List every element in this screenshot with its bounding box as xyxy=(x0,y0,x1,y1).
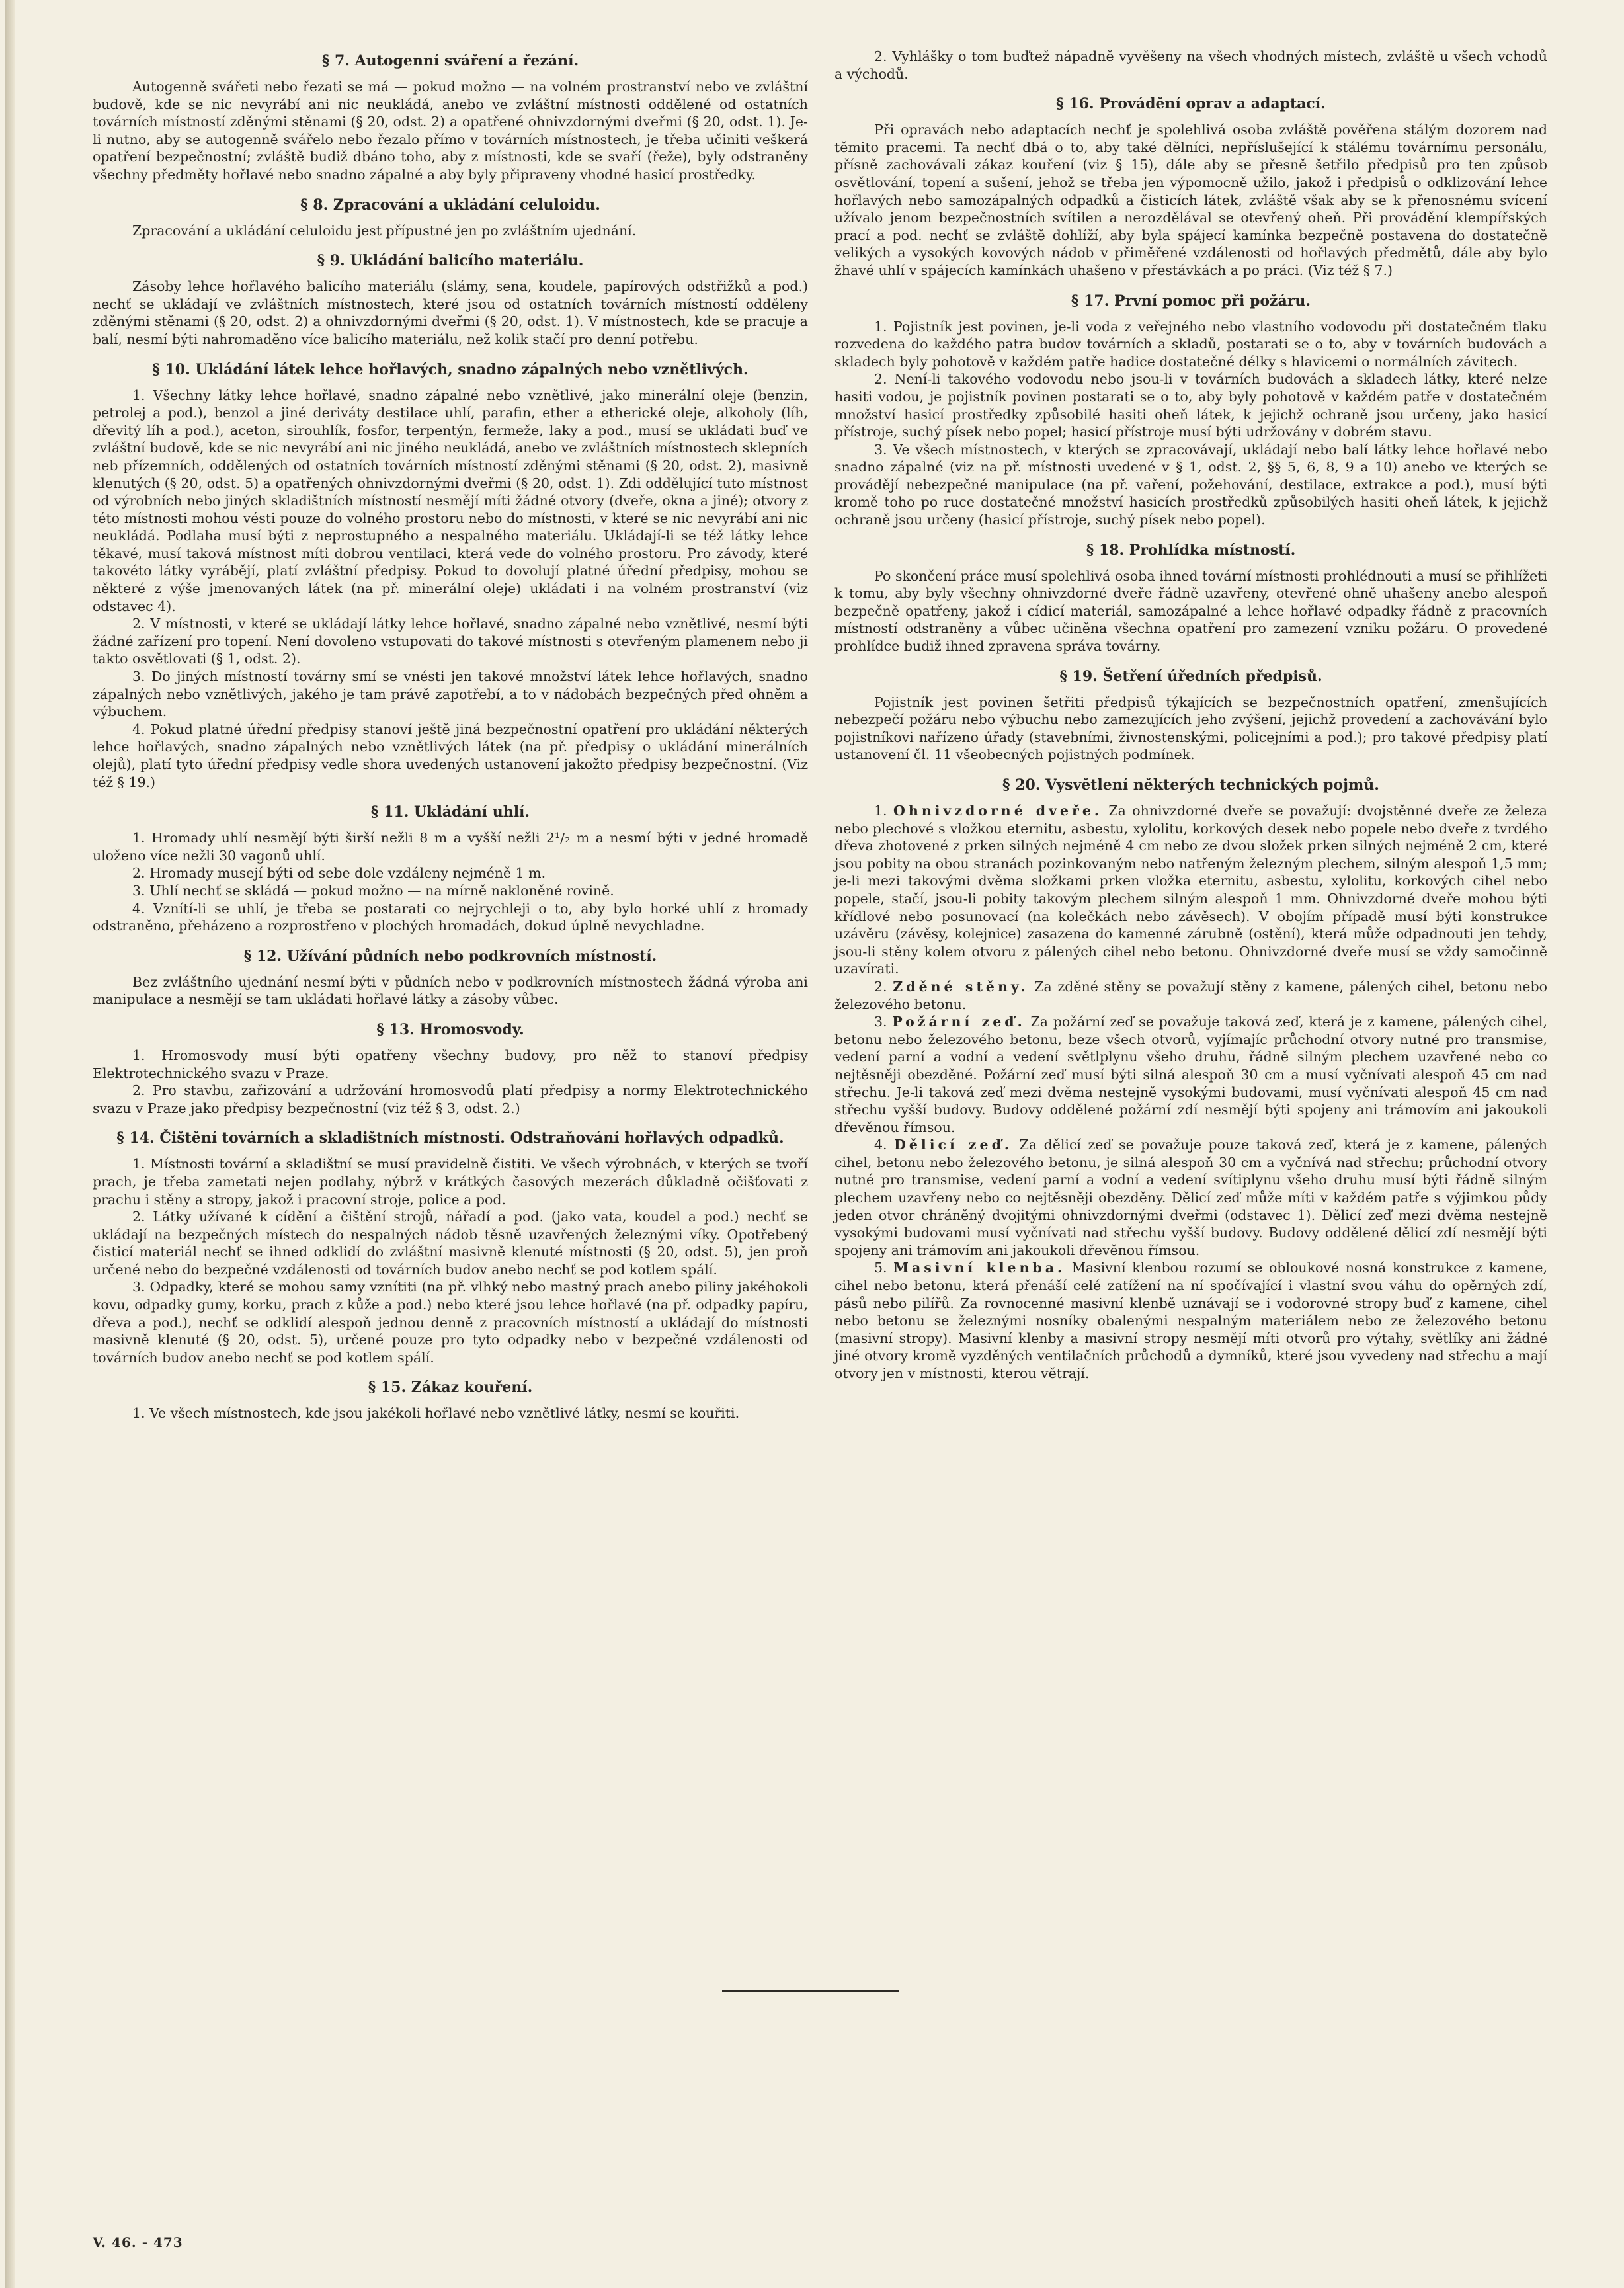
section xyxy=(834,48,1547,83)
section-heading: § 19. Šetření úředních předpisů. xyxy=(1059,667,1322,685)
section xyxy=(93,1378,808,1422)
definition-paragraph xyxy=(834,1136,1547,1259)
section xyxy=(93,803,808,935)
paragraph: 3. Odpadky, které se mohou samy vznítiti (na př. vlhký nebo mastný prach anebo piliny jakéhokoli kovu, odpadky gumy, korku, prach z kůže a pod.) nebo které jsou lehce hořlavé (na př. odpadky papíru, dřeva a pod.), nechť se odklidí alespoň jednou denně z pracovních místností a ukládají do místnosti masivně klenuté (§ 20, odst. 5), určené pouze pro tyto odpadky nebo v bezpečné vzdálenosti od továrních budov anebo nechť se pod kotlem spálí. xyxy=(93,1279,808,1366)
section xyxy=(93,947,808,1008)
definition-text: Masivní klenbou rozumí se obloukové nosná konstrukce z kamene, cihel nebo betonu, která přenáší celé zatížení na ní spočívající i vlastní svou váhu do opěrných zdí, pásů nebo pilířů. Za rovnocenné masivní klenbě uznávají se i vodorovné stropy buď z kamene, cihel nebo betonu se železnými nosníky obalenými nespalným materiálem nebo ze železového betonu (masivní stropy). Masivní klenby a masivní stropy nesmějí míti otvorů pro výtahy, světlíky ani žádné jiné otvory kromě vyzděných ventilačních průchodů a dymníků, které jsou vyvedeny nad střechu a mají otvory jen v místnosti, kterou větrají. xyxy=(834,1260,1547,1381)
paragraph: 1. Ve všech místnostech, kde jsou jakékoli hořlavé nebo vznětlivé látky, nesmí se kouřiti. xyxy=(132,1405,740,1422)
section-heading: § 18. Prohlídka místností. xyxy=(1086,541,1296,559)
definition-number: 2. xyxy=(874,978,887,995)
section-heading: § 12. Užívání půdních nebo podkrovních místností. xyxy=(243,947,657,965)
paragraph: 4. Vznítí-li se uhlí, je třeba se postarati co nejrychleji o to, aby bylo horké uhlí z hromady odstraněno, přeházeno a rozprostřeno v plochých hromadách, dokud úplně nevychladne. xyxy=(93,900,808,934)
definition-paragraph xyxy=(834,1013,1547,1136)
definition-number: 4. xyxy=(874,1137,887,1153)
section-heading: § 13. Hromosvody. xyxy=(376,1020,524,1038)
paragraph: 2. V místnosti, v které se ukládají látky lehce hořlavé, snadno zápalné nebo vznětlivé, nesmí býti žádné zařízení pro topení. Není dovoleno vstupovati do takové místnosti s otevřeným plamenem nebo ji takto osvětlovati (§ 1, odst. 2). xyxy=(93,616,808,667)
paragraph: Pojistník jest povinen šetřiti předpisů týkajících se bezpečnostních opatření, zmenšujících nebezpečí požáru nebo výbuchu nebo zamezujících jeho zvýšení, jejichž provedení a zachovávání bylo pojistníkovi nařízeno úřady (stavebními, živnostenskými, policejními a pod.); pro takové předpisy platí ustanovení čl. 11 všeobecných pojistných podmínek. xyxy=(834,694,1547,763)
paragraph: Zásoby lehce hořlavého balicího materiálu (slámy, sena, koudele, papírových odstřižků a pod.) nechť se ukládají ve zvláštních místnostech, které jsou od ostatních továrních místností odděleny zděnými stěnami (§ 20, odst. 2) a ohnivzdornými dveřmi (§ 20, odst. 1). V místnostech, kde se pracuje a balí, nesmí býti nahromaděno více balicího materiálu, než kolik stačí pro denní potřebu. xyxy=(93,278,808,347)
section xyxy=(93,1020,808,1117)
section-heading: § 10. Ukládání látek lehce hořlavých, snadno zápalných nebo vznětlivých. xyxy=(152,360,749,378)
paragraph: 3. Do jiných místností továrny smí se vnésti jen takové množství látek lehce hořlavých, snadno zápalných nebo vznětlivých, jakého je tam právě zapotřebí, a to v nádobách bezpečných před ohněm a výbuchem. xyxy=(93,669,808,720)
paragraph: Zpracování a ukládání celuloidu jest přípustné jen po zvláštním ujednání. xyxy=(132,222,637,239)
definition-number: 3. xyxy=(874,1014,887,1030)
definition-number: 5. xyxy=(874,1260,887,1276)
paragraph: 2. Látky užívané k cídění a čištění strojů, nářadí a pod. (jako vata, koudel a pod.) nechť se ukládají na bezpečných místech do nespalných nádob těsně uzavřených železnými víky. Opotřebený čisticí materiál nechť se ihned odklidí do zvláštní masivně klenuté místnosti (§ 20, odst. 5), jen proň určené nebo do bezpečné vzdálenosti od továrních budov anebo nechť se pod kotlem spálí. xyxy=(93,1209,808,1278)
page-edge xyxy=(5,0,15,2288)
paragraph: 2. Není-li takového vodovodu nebo jsou-li v továrních budovách a skladech látky, které nelze hasiti vodou, je pojistník povinen postarati se o to, aby byly pohotově v každém patře v dostatečném množství hasicí prostředky způsobilé hasiti oheň látek, k jejichž ochraně jsou určeny, jako hasicí přístroje, suchý písek nebo popel; hasicí přístroje musí býti udržovány v dobrém stavu. xyxy=(834,371,1547,440)
paragraph: Po skončení práce musí spolehlivá osoba ihned tovární místnosti prohlédnouti a musí se přihlížeti k tomu, aby byly všechny ohnivzdorné dveře řádně uzavřeny, otevřené ohně uhašeny anebo alespoň bezpečně opatřeny, jakož i cídicí materiál, samozápalné a lehce hořlavé odpadky řádně z pracovních místností odstraněny a vůbec učiněna všechna opatření pro zamezení vzniku požáru. O provedené prohlídce budiž ihned zpravena správa továrny. xyxy=(834,567,1547,655)
definition-term: Masivní klenba. xyxy=(893,1260,1066,1276)
paragraph: Při opravách nebo adaptacích nechť je spolehlivá osoba zvláště pověřena stálým dozorem nad těmito pracemi. Ta nechť dbá o to, aby také dělníci, nepříslušející k stálému továrnímu personálu, přísně zachovávali zákaz kouření (viz § 15), dále aby se přesně šetřilo předpisů pro ten způsob osvětlování, topení a sušení, jehož se třeba jen výpomocně užilo, jakož i předpisů o odklizování lehce hořlavých nebo samozápalných odpadků a čisticích látek, zvláště však aby se k přenosnému svícení užívalo jenom bezpečnostních svítilen a nerozdělával se otevřený oheň. Při provádění klempířských prací a pod. nechť se zvláště dohlíží, aby byla spájecí kamínka bezpečně postavena do dostatečně velikých a vysokých kovových nádob v přiměřené vzdálenosti od hořlavých předmětů, dále aby bylo žhavé uhlí v spájecích kamínkách uhašeno v přestávkách a po práci. (Viz též § 7.) xyxy=(834,122,1547,278)
section xyxy=(834,667,1547,764)
definition-term: Dělicí zeď. xyxy=(894,1137,1013,1153)
definition-term: Ohnivzdorné dveře. xyxy=(893,803,1103,819)
section xyxy=(93,196,808,240)
section-heading: § 17. První pomoc při požáru. xyxy=(1071,292,1311,309)
paragraph: 1. Všechny látky lehce hořlavé, snadno zápalné nebo vznětlivé, jako minerální oleje (benzin, petrolej a pod.), benzol a jiné deriváty destilace uhlí, parafin, ether a etherické oleje, alkoholy (líh, dřevitý líh a pod.), aceton, sirouhlík, fosfor, terpentýn, fermeže, laky a pod., musí se ukládati buď ve zvláštní budově, kde se nic nevyrábí ani nic jiného neukládá, anebo ve zvláštních místnostech sklepních neb přízemních, oddělených od ostatních továrních místností zděnými stěnami (§ 20, odst. 2), masivně klenutých (§ 20, odst. 5) a opatřených ohnivzdornými dveřmi (§ 20, odst. 1). Zdi oddělující tuto místnost od výrobních nebo jiných skladištních místností nesmějí míti žádné otvory (dveře, okna a jiné); otvory z této místnosti mohou vésti pouze do volného prostoru nebo do místnosti, v které se nic nevyrábí ani nic neukládá. Podlaha musí býti z neprostupného a nespalného materiálu. Ukládají-li se též látky lehce těkavé, musí taková místnost míti dobrou ventilaci, která vede do volného prostoru. Pro závody, které takovéto látky vyrábějí, platí zvláštní předpisy. Pokud to dovolují platné úřední předpisy, mohou se některé z výše jmenovaných látek (na př. minerální oleje) ukládati i na volném prostranství (viz odstavec 4). xyxy=(93,387,808,614)
section-heading: § 16. Provádění oprav a adaptací. xyxy=(1056,95,1326,113)
paragraph: 2. Vyhlášky o tom buďtež nápadně vyvěšeny na všech vhodných místech, zvláště u všech vchodů a východů. xyxy=(834,48,1547,82)
section-heading: § 15. Zákaz kouření. xyxy=(368,1379,533,1397)
paragraph: 1. Hromosvody musí býti opatřeny všechny budovy, pro něž to stanoví předpisy Elektrotechnického svazu v Praze. xyxy=(93,1047,808,1081)
paragraph: 1. Pojistník jest povinen, je-li voda z veřejného nebo vlastního vodovodu při dostatečném tlaku rozvedena do každého patra budov továrních a skladů, postarati se o to, aby v továrních budovách a skladech byly pohotově v každém patře hadice dostatečné délky s hlavicemi o normálních závitech. xyxy=(834,318,1547,370)
section xyxy=(93,1129,808,1366)
section-heading: § 9. Ukládání balicího materiálu. xyxy=(317,252,584,270)
definition-text: Za ohnivzdorné dveře se považují: dvojstěnné dveře ze železa nebo plechové s vložkou eternitu, asbestu, xylolitu, korkových desek nebo popele nebo dveře z tvrdého dřeva zhotovené z prken silných nejméně 4 cm nebo ze dvou složek prken silných nejméně 2 cm, které jsou pobity na obou stranách pozinkovaným nebo natřeným železným plechem, silným alespoň 1,5 mm; je-li mezi takovými dvěma složkami prken vložka eternitu, asbestu, xylolitu, korkových cihel nebo popele, stačí, jsou-li pobity takovým plechem silným alespoň 1 mm. Ohnivzdorné dveře mohou býti křídlové nebo posunovací (na kolečkách nebo závěsech). V obojím případě musí býti konstrukce uzávěru (závěsy, kolejnice) zasazena do kamenné zárubně (ostění), která může odpadnouti jen tehdy, jsou-li stěny kolem otvoru z pálených cihel nebo betonu. Ohnivzdorné dveře musí se vždy samočinně uzavírati. xyxy=(834,803,1547,977)
print-code: V. 46. - 473 xyxy=(93,2234,183,2250)
definition-text: Za požární zeď se považuje taková zeď, která je z kamene, pálených cihel, betonu nebo železového betonu, beze všech otvorů, vyjímajíc průchodní otvory nutné pro transmise, vedení parní a vodní a vedení světlplynu všeho druhu, řádně silným plechem uzavřené nebo co nejtěsněji obezděné. Požární zeď musí býti silná alespoň 30 cm a musí vyčnívati alespoň 45 cm nad střechu. Je-li taková zeď mezi dvěma nestejně vysokými budovami, musí vyčnívati alespoň 45 cm nad střechu vyšší budovy. Budovy oddělené požární zdí nesmějí býti spojeny ani trámovím ani jakoukoli dřevěnou římsou. xyxy=(834,1014,1547,1135)
definition-term: Požární zeď. xyxy=(892,1014,1026,1030)
section-heading: § 7. Autogenní sváření a řezání. xyxy=(321,52,579,69)
end-rule xyxy=(722,1990,899,1994)
section-heading: § 14. Čištění továrních a skladištních místností. Odstraňování hořlavých odpadků. xyxy=(116,1129,784,1147)
paragraph: 1. Místnosti tovární a skladištní se musí pravidelně čistiti. Ve všech výrobnách, v kterých se tvoří prach, je třeba zametati nejen podlahy, nýbrž v krátkých časových mezerách důkladně očišťovati z prachu i stěny a stropy, jakož i pracovní stroje, police a pod. xyxy=(93,1156,808,1207)
left-column xyxy=(93,48,808,1434)
section xyxy=(834,541,1547,655)
paragraph: 1. Hromady uhlí nesmějí býti širší nežli 8 m a vyšší nežli 2¹/₂ m a nesmí býti v jedné hromadě uloženo více nežli 30 vagonů uhlí. xyxy=(93,830,808,864)
paragraph: 2. Hromady musejí býti od sebe dole vzdáleny nejméně 1 m. xyxy=(132,865,546,881)
section xyxy=(834,776,1547,1383)
section-heading: § 11. Ukládání uhlí. xyxy=(370,803,530,821)
definition-number: 1. xyxy=(874,803,887,819)
paragraph: Bez zvláštního ujednání nesmí býti v půdních nebo v podkrovních místnostech žádná výroba ani manipulace a nesmějí se tam ukládati hořlavé látky a zásoby vůbec. xyxy=(93,973,808,1008)
paragraph: 4. Pokud platné úřední předpisy stanoví ještě jiná bezpečnostní opatření pro ukládání některých lehce hořlavých, snadno zápalných nebo vznětlivých látek (na př. předpisy o ukládání minerálních olejů), platí tyto úřední předpisy vedle shora uvedených ustanovení jakožto předpisy bezpečnostní. (Viz též § 19.) xyxy=(93,721,808,790)
paragraph: 3. Uhlí nechť se skládá — pokud možno — na mírně nakloněné rovině. xyxy=(132,882,614,899)
paragraph: Autogenně svářeti nebo řezati se má — pokud možno — na volném prostranství nebo ve zvláštní budově, kde se nic nevyrábí ani nic neukládá, anebo ve zvláštní místnosti oddělené od ostatních továrních místností zděnými stěnami (§ 20, odst. 2) a opatřené ohnivzdornými dveřmi (§ 20, odst. 1). Je-li nutno, aby se autogenně svářelo nebo řezalo přímo v továrních místnostech, je třeba učiniti veškerá opatření bezpečnostní; zvláště budiž dbáno toho, aby z místnosti, kde se svaří (řeže), byly odstraněny všechny předměty hořlavé nebo snadno zápalné a aby byly připraveny vhodné hasicí prostředky. xyxy=(93,79,808,183)
section xyxy=(93,360,808,792)
right-column xyxy=(834,48,1547,1395)
definition-term: Zděné stěny. xyxy=(893,978,1029,995)
section xyxy=(834,95,1547,279)
definition-text: Za zděné stěny se považují stěny z kamene, pálených cihel, betonu nebo železového betonu. xyxy=(834,978,1547,1012)
definition-paragraph xyxy=(834,1259,1547,1382)
section xyxy=(834,292,1547,529)
definition-paragraph xyxy=(834,978,1547,1013)
section xyxy=(93,251,808,348)
section xyxy=(93,52,808,184)
paragraph: 3. Ve všech místnostech, v kterých se zpracovávají, ukládají nebo balí látky lehce hořlavé nebo snadno zápalné (viz na př. místnosti uvedené v § 1, odst. 2, §§ 5, 6, 8, 9 a 10) anebo ve kterých se provádějí nebezpečné manipulace (na př. vaření, požehování, destilace, extrakce a pod.), musí býti kromě toho po ruce dostatečné množství hasicích prostředků způsobilých hasiti oheň látek, k jejichž ochraně jsou určeny (hasicí přístroje, suchý písek nebo popel). xyxy=(834,441,1547,528)
paragraph: 2. Pro stavbu, zařizování a udržování hromosvodů platí předpisy a normy Elektrotechnického svazu v Praze jako předpisy bezpečnostní (viz též § 3, odst. 2.) xyxy=(93,1083,808,1116)
definition-text: Za dělicí zeď se považuje pouze taková zeď, která je z kamene, pálených cihel, betonu nebo železového betonu, je silná alespoň 30 cm a vyčnívá nad střechu; průchodní otvory nutné pro transmise, vedení parní a vodní a vedení svítiplynu všeho druhu musí býti řádně silným plechem uzavřeny nebo co nejtěsněji obezděny. Dělicí zeď může míti v každém patře s výjimkou půdy jeden otvor chráněný dvojitými ohnivzdornými dveřmi (odstavec 1). Dělicí zeď mezi dvěma nestejně vysokými budovami musí vyčnívati nad střechu vyšší budovy. Budovy oddělené dělicí zdí nesmějí býti spojeny ani trámovím ani jakoukoli dřevěnou římsou. xyxy=(834,1137,1547,1258)
definition-paragraph xyxy=(834,802,1547,978)
section-heading: § 8. Zpracování a ukládání celuloidu. xyxy=(300,196,600,214)
section-heading: § 20. Vysvětlení některých technických pojmů. xyxy=(1002,776,1379,794)
